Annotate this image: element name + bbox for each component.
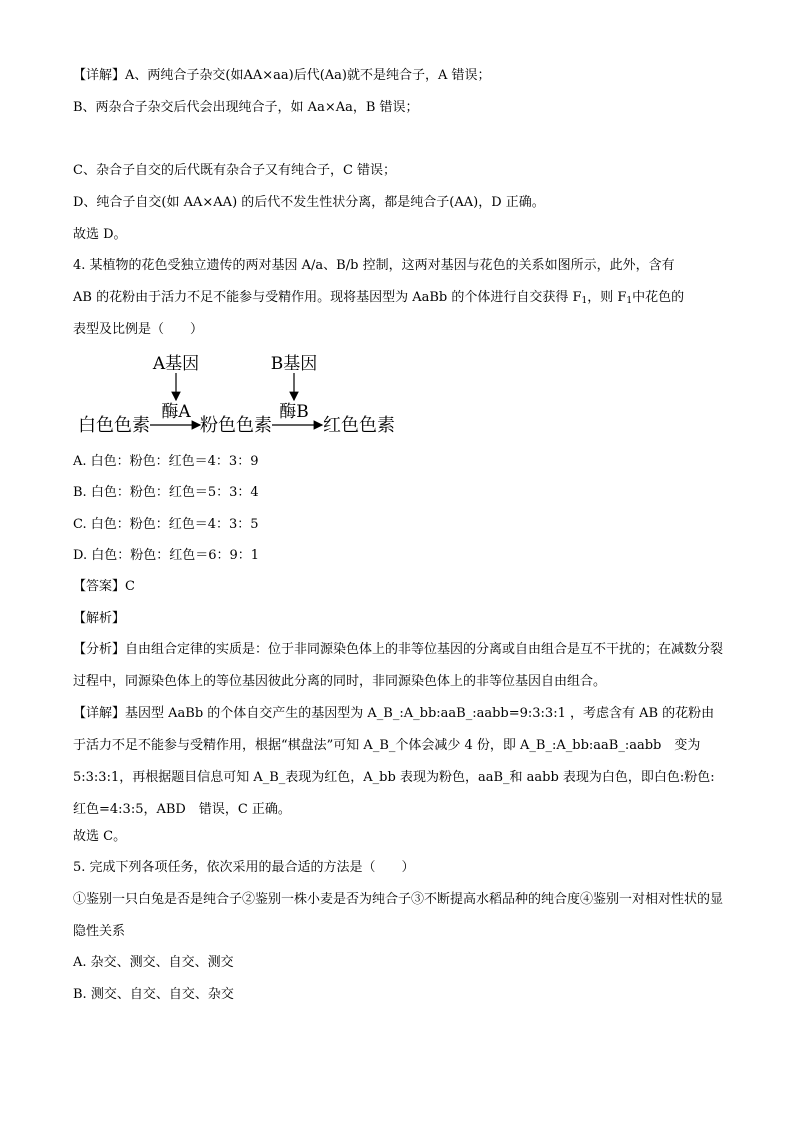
detail-paragraph: 【详解】基因型 AaBb 的个体自交产生的基因型为 A_B_:A_bb:aaB_:aabb=9:3:3:1 ，考虑含有 AB 的花粉由于活力不足不能参与受精作用，根据“棋盘法”可知 A_B_个体会减少 4 份，即 A_B_:A_bb:aaB_:aabb 变为 5:3:3:1，再根据题目信息可知 A_B_表现为红色，A_bb 表现为粉色，aaB_和 aabb 表现为白色，即白色:粉色:红色=4:3:5，ABD 错误，C 正确。 — [73, 706, 715, 817]
question-4-line1: 4. 某植物的花色受独立遗传的两对基因 A/a、B/b 控制，这两对基因与花色的关系如图所示，此外，含有 — [73, 258, 675, 273]
option-b: B. 白色：粉色：红色＝5：3：4 — [73, 485, 259, 500]
question-5-items: ①鉴别一只白兔是否是纯合子②鉴别一株小麦是否为纯合子③不断提高水稻品种的纯合度④鉴别一对相对性状的显隐性关系 — [73, 892, 724, 939]
answer-label: 【答案】C — [73, 579, 135, 594]
question-4-line2: AB 的花粉由于活力不足不能参与受精作用。现将基因型为 AaBb 的个体进行自交获得 $F_1$，则 $F_1$中花色的 — [73, 290, 685, 306]
pink-pigment-label: 粉色色素 — [200, 415, 272, 436]
gene-b-label: B基因 — [270, 354, 318, 374]
option-c: C. 白色：粉色：红色＝4：3：5 — [73, 517, 259, 532]
enzyme-b-label: 酶B — [279, 402, 309, 422]
question-4-line3: 表型及比例是（ ） — [73, 322, 204, 337]
enzyme-a-label: 酶A — [161, 402, 191, 422]
analysis-paragraph: 【分析】自由组合定律的实质是：位于非同源染色体上的非等位基因的分离或自由组合是互不干扰的；在减数分裂过程中，同源染色体上的等位基因彼此分离的同时，非同源染色体上的非等位基因自由组合。 — [73, 642, 724, 689]
option-d: D. 白色：粉色：红色＝6：9：1 — [73, 548, 260, 563]
detail-line-a: 【详解】A、两纯合子杂交(如AA×aa)后代(Aa)就不是纯合子，A 错误； — [73, 68, 491, 83]
detail-line-b: B、两杂合子杂交后代会出现纯合子，如 Aa×Aa，B 错误； — [73, 100, 419, 115]
gene-a-label: A基因 — [152, 354, 200, 374]
option-a: A. 白色：粉色：红色＝4：3：9 — [73, 454, 259, 469]
white-pigment-label: 白色色素 — [78, 415, 150, 436]
choose-c: 故选 C。 — [73, 829, 127, 844]
detail-line-c: C、杂合子自交的后代既有杂合子又有纯合子，C 错误； — [73, 163, 397, 178]
detail-line-d: D、纯合子自交(如 AA×AA) 的后代不发生性状分离，都是纯合子(AA)，D 正确。 — [73, 195, 545, 210]
red-pigment-label: 红色色素 — [323, 415, 395, 436]
choose-d: 故选 D。 — [73, 227, 127, 242]
question-5: 5. 完成下列各项任务，依次采用的最合适的方法是（ ） — [73, 860, 415, 875]
pigment-pathway-diagram — [76, 345, 406, 445]
analysis-header: 【解析】 — [73, 611, 126, 626]
q5-option-b: B. 测交、自交、自交、杂交 — [73, 987, 234, 1002]
q5-option-a: A. 杂交、测交、自交、测交 — [73, 955, 234, 970]
